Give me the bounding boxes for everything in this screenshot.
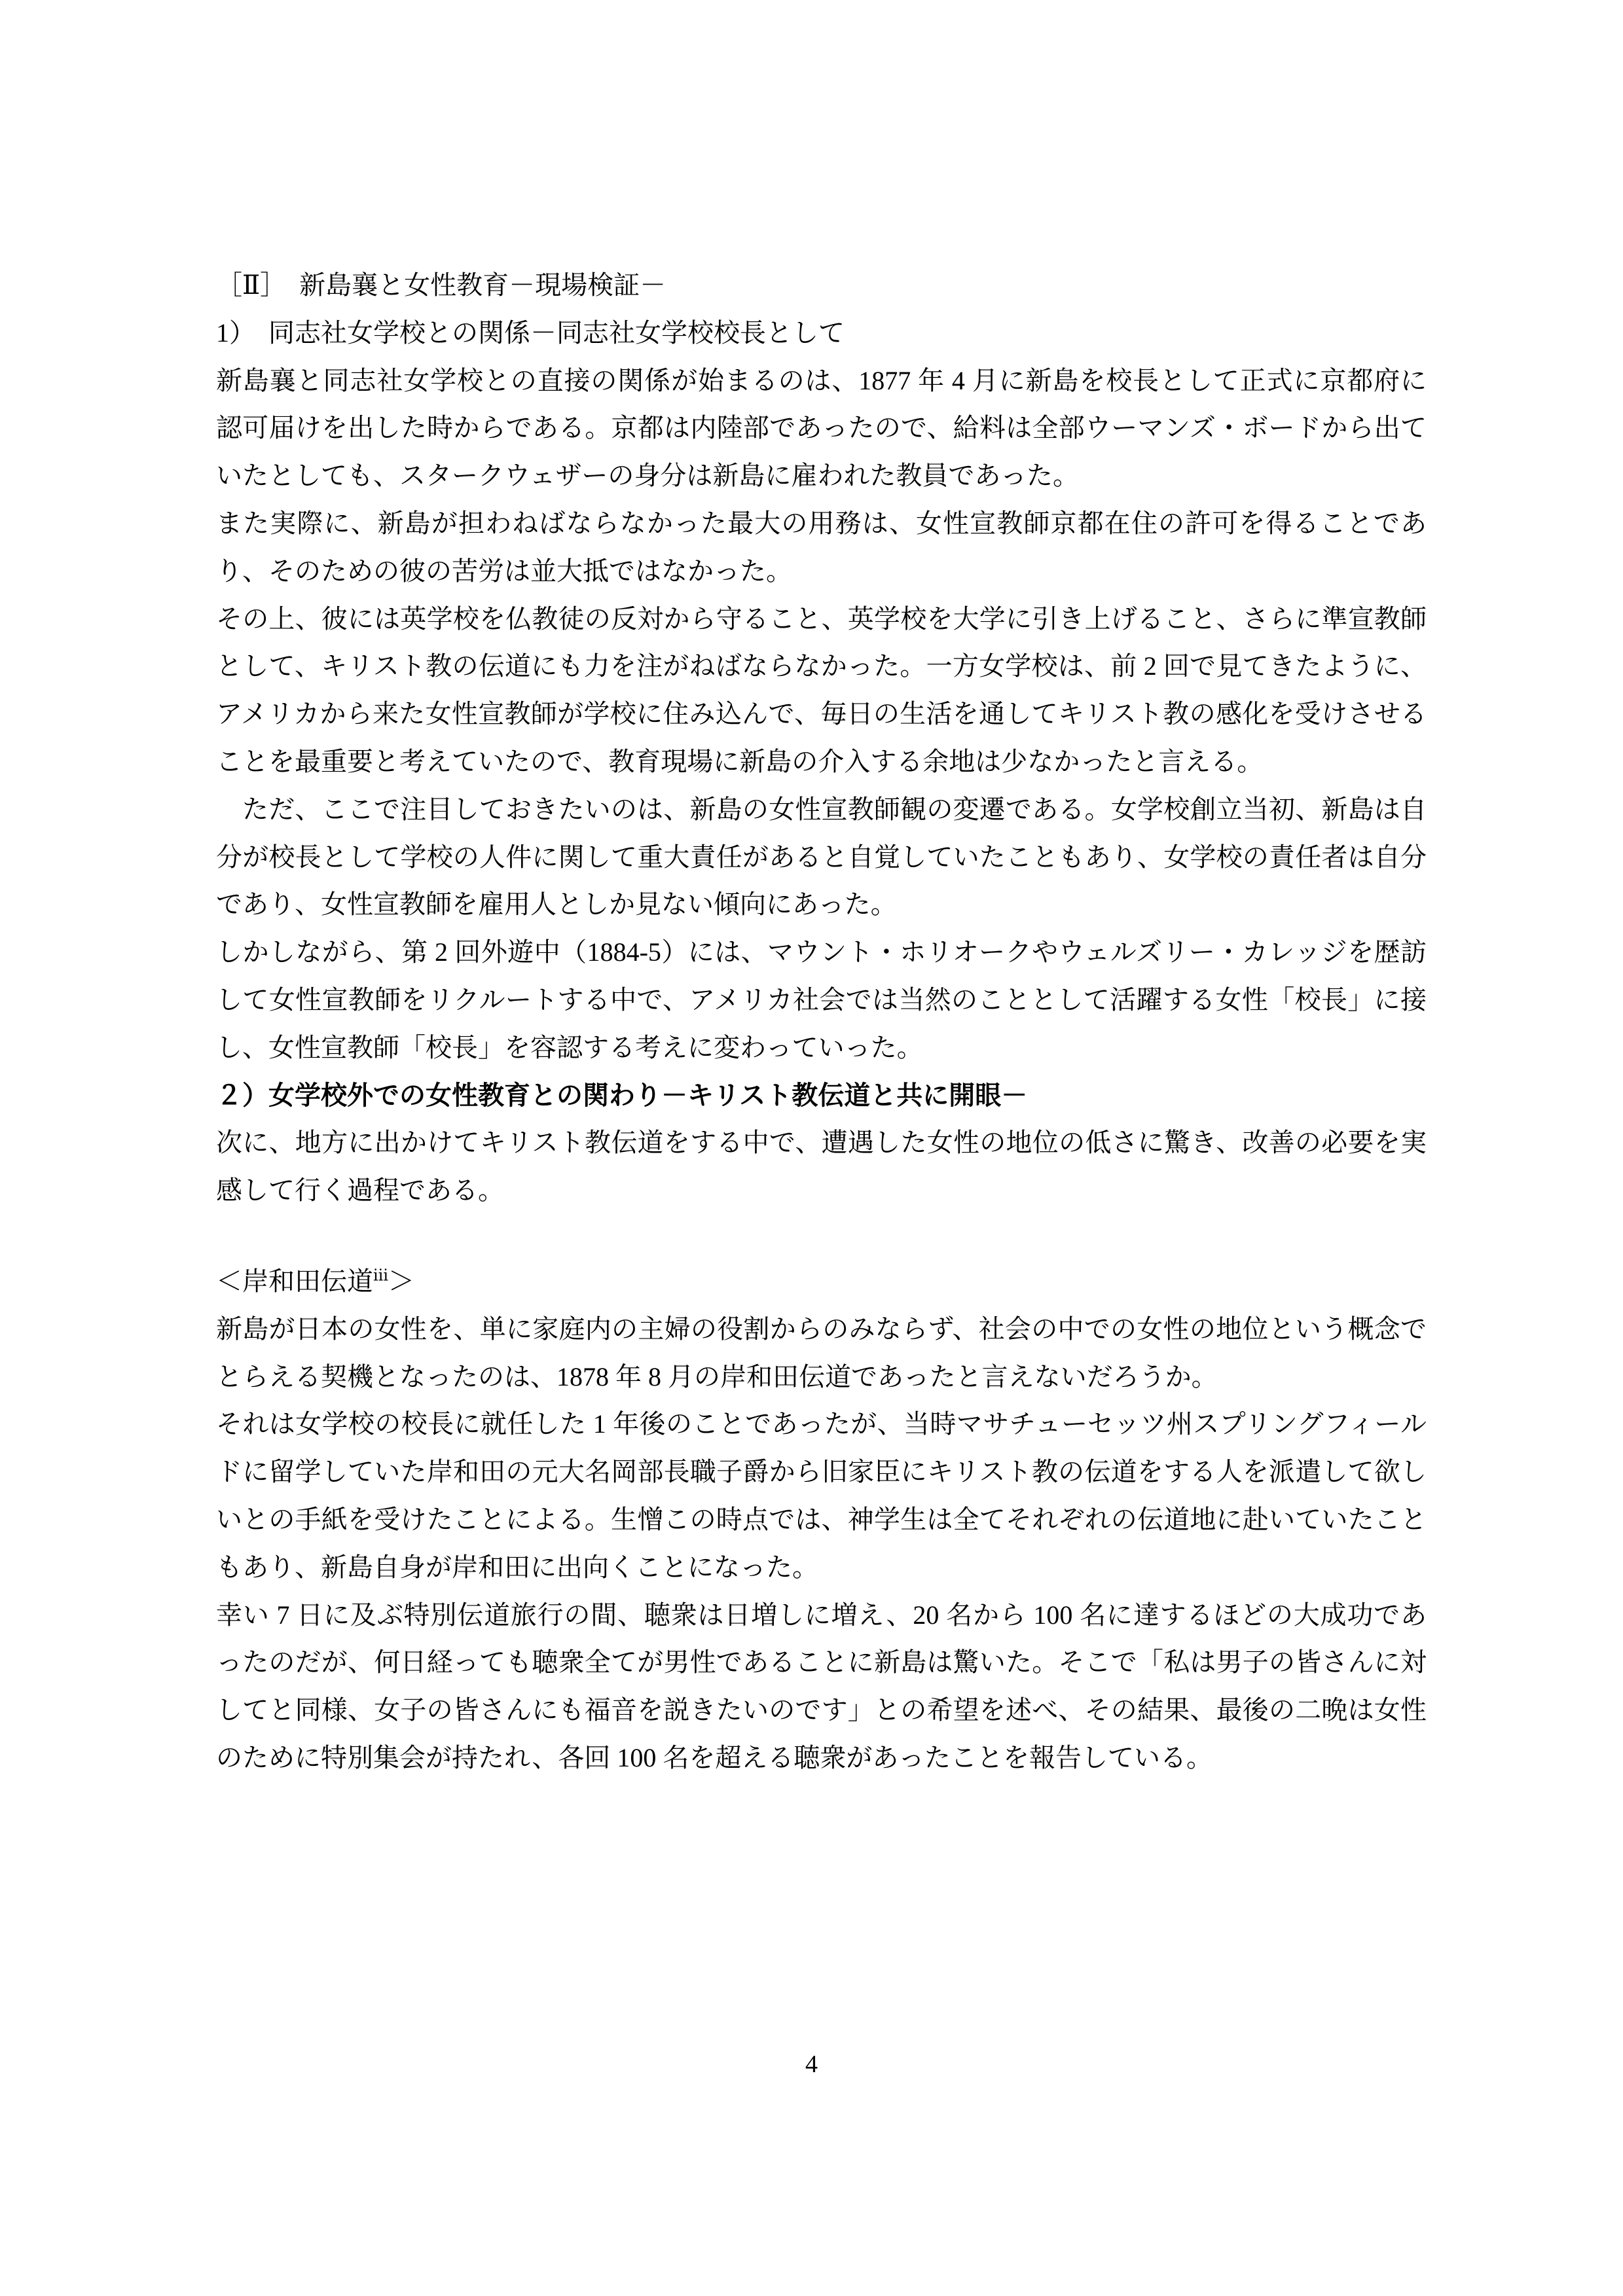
paragraph-2-1: 次に、地方に出かけてキリスト教伝道をする中で、遭遇した女性の地位の低さに驚き、改善の必要を実感して行く過程である。 bbox=[216, 1128, 1427, 1206]
footnote-marker: ⅲ bbox=[373, 1267, 389, 1285]
paragraph-kishiwada-3: 幸い 7 日に及ぶ特別伝道旅行の間、聴衆は日増しに増え、20 名から 100 名に達するほどの大成功であったのだが、何日経っても聴衆全てが男性であることに新島は驚いた。そこで「私は男子の皆さんに対してと同様、女子の皆さんにも福音を説きたいのです」との希望を述べ、その結果、最後の二晩は女性のために特別集会が持たれ、各回 100 名を超える聴衆があったことを報告している。 bbox=[216, 1600, 1427, 1772]
section-spacer bbox=[216, 1215, 1427, 1258]
kishiwada-section-title bbox=[216, 1258, 1427, 1306]
paragraph-kishiwada-2: それは女学校の校長に就任した 1 年後のことであったが、当時マサチューセッツ州スプリングフィールドに留学していた岸和田の元大名岡部長職子爵から旧家臣にキリスト教の伝道をする人を派遣して欲しいとの手紙を受けたことによる。生憎この時点では、神学生は全てそれぞれの伝道地に赴いていたこともあり、新島自身が岸和田に出向くことになった。 bbox=[216, 1409, 1427, 1582]
paragraph-1-3: その上、彼には英学校を仏教徒の反対から守ること、英学校を大学に引き上げること、さらに準宣教師として、キリスト教の伝道にも力を注がねばならなかった。一方女学校は、前 2 回で見てきたように、アメリカから来た女性宣教師が学校に住み込んで、毎日の生活を通してキリスト教の感化を受けさせることを最重要と考えていたので、教育現場に新島の介入する余地は少なかったと言える。 bbox=[216, 603, 1427, 776]
page-number: 4 bbox=[805, 2051, 818, 2078]
document-body bbox=[216, 262, 1427, 1782]
paragraph-1-5: しかしながら、第 2 回外遊中（1884-5）には、マウント・ホリオークやウェルズリー・カレッジを歴訪して女性宣教師をリクルートする中で、アメリカ社会では当然のこととして活躍する女性「校長」に接し、女性宣教師「校長」を容認する考えに変わっていった。 bbox=[216, 937, 1427, 1062]
subsection-heading-2: ２）女学校外での女性教育との関わり－キリスト教伝道と共に開眼－ bbox=[216, 1080, 1028, 1110]
kishiwada-title-prefix: ＜岸和田伝道 bbox=[216, 1266, 373, 1296]
kishiwada-title-suffix: ＞ bbox=[388, 1266, 415, 1296]
paragraph-1-1: 新島襄と同志社女学校との直接の関係が始まるのは、1877 年 4 月に新島を校長として正式に京都府に認可届けを出した時からである。京都は内陸部であったので、給料は全部ウーマンズ・ボードから出ていたとしても、スタークウェザーの身分は新島に雇われた教員であった。 bbox=[216, 365, 1427, 491]
subsection-heading-1: 1） 同志社女学校との関係－同志社女学校校長として bbox=[216, 317, 845, 348]
paragraph-1-2: また実際に、新島が担わねばならなかった最大の用務は、女性宣教師京都在住の許可を得ることであり、そのための彼の苦労は並大抵ではなかった。 bbox=[216, 508, 1427, 586]
paragraph-1-4: ただ、ここで注目しておきたいのは、新島の女性宣教師観の変遷である。女学校創立当初、新島は自分が校長として学校の人件に関して重大責任があると自覚していたこともあり、女学校の責任者は自分であり、女性宣教師を雇用人としか見ない傾向にあった。 bbox=[216, 794, 1427, 920]
paragraph-kishiwada-1: 新島が日本の女性を、単に家庭内の主婦の役割からのみならず、社会の中での女性の地位という概念でとらえる契機となったのは、1878 年 8 月の岸和田伝道であったと言えないだろうか。 bbox=[216, 1314, 1427, 1391]
section-heading-2: ［Ⅱ］ 新島襄と女性教育－現場検証－ bbox=[216, 270, 666, 300]
